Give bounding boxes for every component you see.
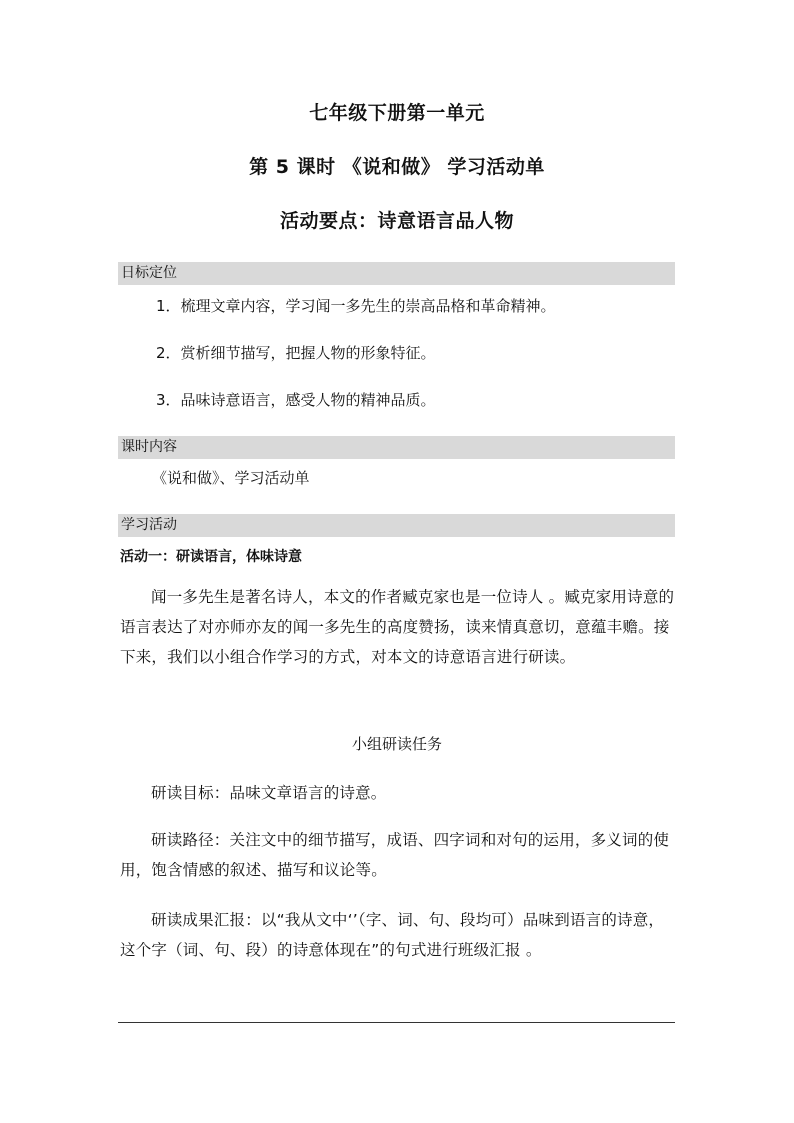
- activity-one-title: 活动一：研读语言，体味诗意: [120, 549, 302, 565]
- footer-divider: [118, 1022, 675, 1023]
- content-text: 《说和做》、学习活动单: [152, 469, 310, 487]
- report-paragraph: 研读成果汇报：以“我从文中‘’（字、词、句、段均可）品味到语言的诗意，这个字（词、句、段）的诗意体现在”的句式进行班级汇报 。: [120, 911, 665, 959]
- objective-item: 1．梳理文章内容，学习闻一多先生的崇高品格和革命精神。: [156, 297, 556, 315]
- objective-item: 2．赏析细节描写，把握人物的形象特征。: [156, 344, 436, 362]
- intro-paragraph: 闻一多先生是著名诗人，本文的作者臧克家也是一位诗人 。臧克家用诗意的语言表达了对亦师亦友的闻一多先生的高度赞扬，读来情真意切，意蕴丰赡。接下来，我们以小组合作学习的方式，对本文的诗意语言进行研读。: [120, 588, 675, 666]
- lesson-title: 第 5 课时 《说和做》 学习活动单: [249, 156, 545, 178]
- task-title: 小组研读任务: [351, 735, 442, 753]
- path-paragraph: 研读路径：关注文中的细节描写，成语、四字词和对句的运用，多义词的使用，饱含情感的叙述、描写和议论等。: [120, 831, 670, 879]
- objective-item: 3．品味诗意语言，感受人物的精神品质。: [156, 391, 436, 409]
- goal-paragraph: 研读目标：品味文章语言的诗意。: [151, 784, 387, 802]
- content-heading: 课时内容: [118, 436, 675, 459]
- activity-focus-title: 活动要点：诗意语言品人物: [279, 210, 514, 232]
- objectives-heading: 日标定位: [118, 262, 675, 285]
- activities-heading: 学习活动: [118, 514, 675, 537]
- unit-title: 七年级下册第一单元: [309, 102, 485, 124]
